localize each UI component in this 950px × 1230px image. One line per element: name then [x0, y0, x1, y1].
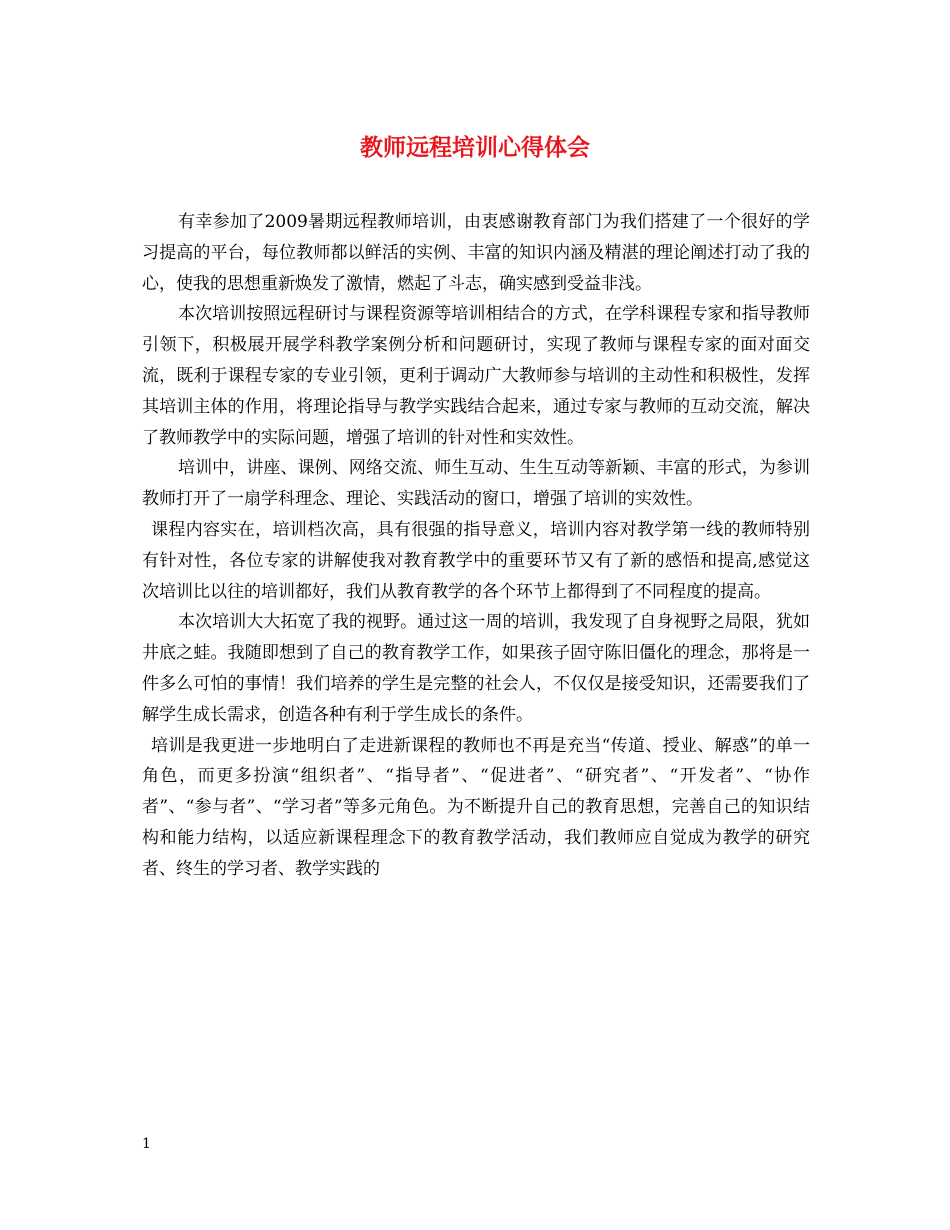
paragraph-5: 本次培训大大拓宽了我的视野。通过这一周的培训，我发现了自身视野之局限，犹如井底之蛙。我随即想到了自己的教育教学工作，如果孩子固守陈旧僵化的理念，那将是一件多么可怕的事情！我们培养的学生是完整的社会人，不仅仅是接受知识，还需要我们了解学生成长需求，创造各种有利于学生成长的条件。 — [142, 612, 810, 725]
paragraph-6: 培训是我更进一步地明白了走进新课程的教师也不再是充当“传道、授业、解惑”的单一角色，而更多扮演“组织者”、“指导者”、“促进者”、“研究者”、“开发者”、“协作者”、“参与者”、“学习者”等多元角色。为不断提升自己的教育思想，完善自己的知识结构和能力结构，以适应新课程理念下的教育教学活动，我们教师应自觉成为教学的研究者、终生的学习者、教学实践的 — [142, 735, 810, 879]
page-number: 1 — [142, 1136, 151, 1152]
document-title: 教师远程培训心得体会 — [360, 134, 590, 161]
paragraph-3: 培训中，讲座、课例、网络交流、师生互动、生生互动等新颖、丰富的形式，为参训教师打开了一扇学科理念、理论、实践活动的窗口，增强了培训的实效性。 — [142, 458, 810, 510]
paragraph-2: 本次培训按照远程研讨与课程资源等培训相结合的方式，在学科课程专家和指导教师引领下，积极展开展学科教学案例分析和问题研讨，实现了教师与课程专家的面对面交流，既利于课程专家的专业引领，更利于调动广大教师参与培训的主动性和积极性，发挥其培训主体的作用，将理论指导与教学实践结合起来，通过专家与教师的互动交流，解决了教师教学中的实际问题，增强了培训的针对性和实效性。 — [142, 304, 810, 448]
paragraph-4: 课程内容实在，培训档次高，具有很强的指导意义，培训内容对教学第一线的教师特别有针对性，各位专家的讲解使我对教育教学中的重要环节又有了新的感悟和提高,感觉这次培训比以往的培训都好，我们从教育教学的各个环节上都得到了不同程度的提高。 — [142, 519, 810, 602]
paragraph-1: 有幸参加了2009暑期远程教师培训，由衷感谢教育部门为我们搭建了一个很好的学习提高的平台，每位教师都以鲜活的实例、丰富的知识内涵及精湛的理论阐述打动了我的心，使我的思想重新焕发了激情，燃起了斗志，确实感到受益非浅。 — [142, 212, 810, 294]
document-body — [142, 207, 810, 885]
